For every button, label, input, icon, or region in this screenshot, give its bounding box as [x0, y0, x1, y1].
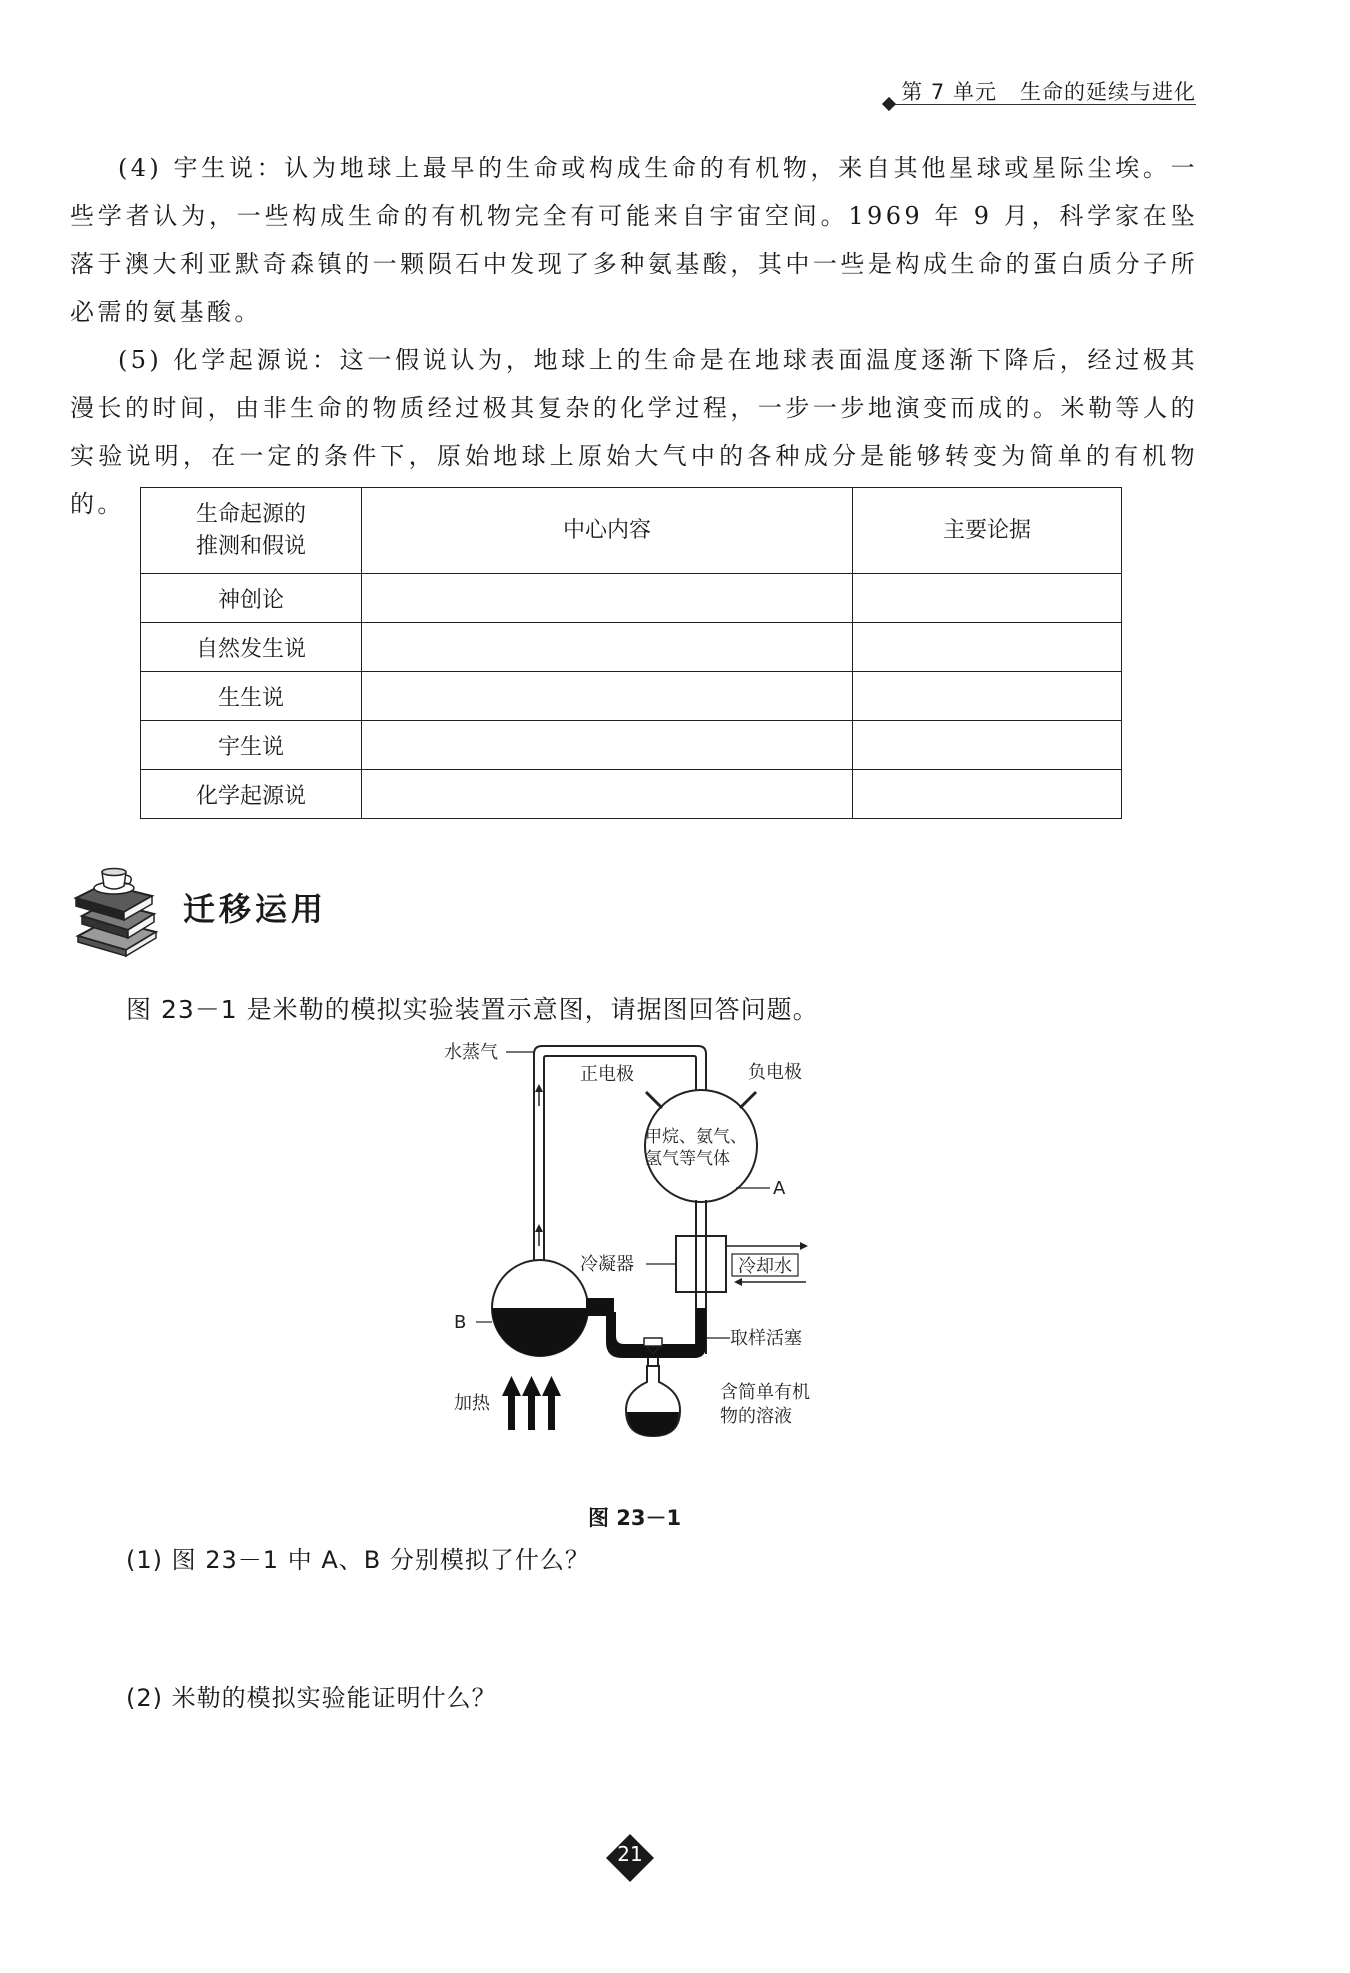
header-diamond-icon — [882, 97, 896, 111]
section-title: 迁移运用 — [183, 890, 328, 928]
table-row — [141, 672, 1122, 721]
label-steam: 水蒸气 — [444, 1042, 498, 1063]
header-text — [901, 76, 1196, 106]
label-gases-line1: 甲烷、氨气、 — [645, 1127, 747, 1147]
label-solution-line2: 物的溶液 — [720, 1406, 792, 1427]
label-solution-line1: 含简单有机 — [720, 1382, 810, 1403]
evidence-cell[interactable] — [853, 770, 1122, 819]
content-cell[interactable] — [362, 672, 853, 721]
table-row — [141, 721, 1122, 770]
table-row — [141, 574, 1122, 623]
paragraph-5: (5) 化学起源说：这一假说认为，地球上的生命是在地球表面温度逐渐下降后，经过极其漫长的时间，由非生命的物质经过极其复杂的化学过程，一步一步地演变而成的。米勒等人的实验说明，在一定的条件下，原始地球上原始大气中的各种成分是能够转变为简单的有机物的。 — [70, 346, 1198, 518]
table-header-row — [141, 488, 1122, 574]
row-label: 自然发生说 — [141, 623, 362, 672]
content-cell[interactable] — [362, 574, 853, 623]
figure-intro: 图 23－1 是米勒的模拟实验装置示意图，请据图回答问题。 — [126, 995, 819, 1024]
label-sampling-stopcock: 取样活塞 — [730, 1328, 802, 1349]
row-label: 宇生说 — [141, 721, 362, 770]
running-header — [880, 74, 1196, 106]
question-2: (2) 米勒的模拟实验能证明什么？ — [126, 1684, 497, 1712]
content-cell[interactable] — [362, 623, 853, 672]
row-label: 生生说 — [141, 672, 362, 721]
miller-apparatus-diagram — [440, 1036, 840, 1486]
table-row — [141, 770, 1122, 819]
paragraph-4: (4) 宇生说：认为地球上最早的生命或构成生命的有机物，来自其他星球或星际尘埃。一些学者认为，一些构成生命的有机物完全有可能来自宇宙空间。1969 年 9 月，科学家在坠落于澳大利亚默奇森镇的一颗陨石中发现了多种氨基酸，其中一些是构成生命的蛋白质分子所必需的氨基酸。 — [70, 154, 1198, 326]
label-condenser: 冷凝器 — [580, 1254, 634, 1275]
label-a: A — [773, 1178, 786, 1199]
books-coffee-icon — [68, 858, 168, 958]
content-cell[interactable] — [362, 721, 853, 770]
evidence-cell[interactable] — [853, 574, 1122, 623]
content-cell[interactable] — [362, 770, 853, 819]
heating-arrows-icon — [502, 1376, 561, 1430]
label-b: B — [454, 1312, 467, 1333]
label-cooling-water: 冷却水 — [738, 1256, 792, 1277]
table-row — [141, 623, 1122, 672]
table-header-content: 中心内容 — [362, 488, 853, 574]
header-rule — [892, 104, 1196, 105]
figure-caption: 图 23－1 — [588, 1506, 682, 1530]
label-gases-line2: 氢气等气体 — [645, 1149, 730, 1169]
label-positive-electrode: 正电极 — [580, 1064, 634, 1085]
table-header-hypothesis — [141, 488, 362, 574]
evidence-cell[interactable] — [853, 721, 1122, 770]
row-label: 神创论 — [141, 574, 362, 623]
evidence-cell[interactable] — [853, 623, 1122, 672]
origin-hypotheses-table — [140, 487, 1122, 819]
header-title: 生命的延续与进化 — [1020, 80, 1196, 104]
evidence-cell[interactable] — [853, 672, 1122, 721]
paragraph-cosmozoan — [70, 144, 1198, 336]
label-heating: 加热 — [454, 1393, 490, 1414]
question-1: (1) 图 23－1 中 A、B 分别模拟了什么？ — [126, 1546, 590, 1574]
page-number: 21 — [617, 1842, 643, 1866]
row-label: 化学起源说 — [141, 770, 362, 819]
label-negative-electrode: 负电极 — [748, 1062, 802, 1083]
header-hypothesis-line1: 生命起源的 — [195, 501, 306, 527]
header-hypothesis-line2: 推测和假说 — [195, 533, 306, 559]
table-header-evidence: 主要论据 — [853, 488, 1122, 574]
header-unit: 第 7 单元 — [901, 80, 997, 104]
